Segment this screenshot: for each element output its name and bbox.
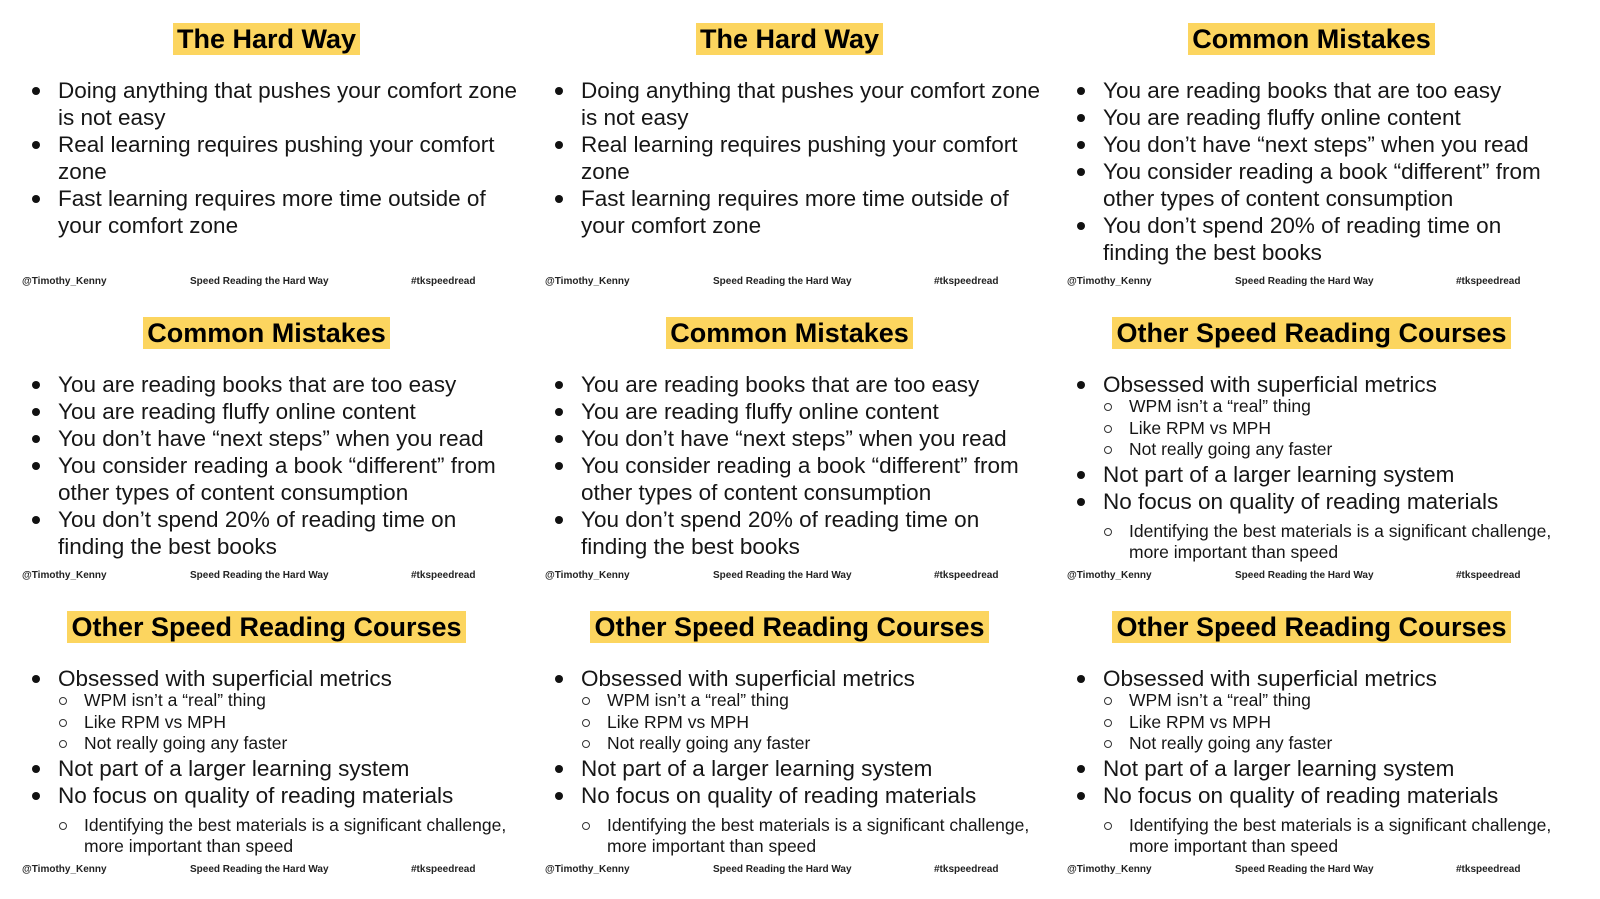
hollow-bullet-icon xyxy=(582,719,590,727)
bullet-item xyxy=(553,131,1042,185)
bullet-text: Not part of a larger learning system xyxy=(581,755,933,781)
sub-bullet-item xyxy=(1075,521,1564,564)
slide-title-highlight: The Hard Way xyxy=(173,23,360,55)
bullet-text: Not part of a larger learning system xyxy=(1103,755,1455,781)
bullet-item xyxy=(553,452,1042,506)
bullet-icon xyxy=(32,408,40,416)
bullet-text: No focus on quality of reading materials xyxy=(1103,782,1499,808)
slide-content xyxy=(553,371,1042,560)
hollow-bullet-icon xyxy=(59,697,67,705)
slide-title xyxy=(1045,316,1578,355)
bullet-icon xyxy=(555,381,563,389)
slide-title-highlight: Other Speed Reading Courses xyxy=(67,611,465,643)
bullet-item xyxy=(30,371,519,398)
footer-title: Speed Reading the Hard Way xyxy=(190,570,329,581)
bullet-icon xyxy=(1077,498,1085,506)
footer-title: Speed Reading the Hard Way xyxy=(713,276,852,287)
slide-other-courses-1 xyxy=(1045,294,1578,593)
hollow-bullet-icon xyxy=(59,719,67,727)
bullet-icon xyxy=(32,462,40,470)
bullet-icon xyxy=(1077,675,1085,683)
slide-other-courses-4 xyxy=(1045,588,1578,887)
bullet-icon xyxy=(32,435,40,443)
bullet-text: You are reading fluffy online content xyxy=(58,399,416,424)
bullet-item xyxy=(553,782,1042,809)
hollow-bullet-icon xyxy=(59,822,67,830)
footer-hashtag: #tkspeedread xyxy=(934,570,999,581)
sub-bullet-text: Identifying the best materials is a significant challenge, more important than speed xyxy=(1129,520,1552,562)
footer-title: Speed Reading the Hard Way xyxy=(1235,570,1374,581)
sub-bullet-item xyxy=(1075,418,1564,440)
bullet-text: You are reading fluffy online content xyxy=(1103,105,1461,130)
sub-bullet-text: WPM isn’t a “real” thing xyxy=(1129,396,1311,416)
sub-bullet-item xyxy=(1075,396,1564,418)
footer-hashtag: #tkspeedread xyxy=(1456,570,1521,581)
bullet-item xyxy=(553,425,1042,452)
bullet-icon xyxy=(1077,87,1085,95)
bullet-icon xyxy=(555,195,563,203)
sub-bullet-item xyxy=(1075,690,1564,712)
bullet-text: Doing anything that pushes your comfort zone is not easy xyxy=(58,78,518,130)
footer-handle: @Timothy_Kenny xyxy=(22,276,107,287)
bullet-item xyxy=(1075,488,1564,515)
slide-hard-way-1 xyxy=(0,0,533,299)
hollow-bullet-icon xyxy=(59,740,67,748)
bullet-text: Not part of a larger learning system xyxy=(1103,461,1455,487)
bullet-text: Doing anything that pushes your comfort zone is not easy xyxy=(581,78,1041,130)
slide-footer xyxy=(523,864,1056,878)
bullet-item xyxy=(30,665,519,692)
bullet-text: No focus on quality of reading materials xyxy=(1103,488,1499,514)
sub-bullet-text: Identifying the best materials is a significant challenge, more important than speed xyxy=(607,814,1030,856)
sub-bullet-text: WPM isn’t a “real” thing xyxy=(1129,690,1311,710)
footer-title: Speed Reading the Hard Way xyxy=(713,570,852,581)
bullet-text: You don’t have “next steps” when you read xyxy=(1103,132,1529,157)
sub-bullet-text: Identifying the best materials is a significant challenge, more important than speed xyxy=(84,814,507,856)
bullet-item xyxy=(30,77,519,131)
footer-handle: @Timothy_Kenny xyxy=(22,864,107,875)
bullet-icon xyxy=(1077,114,1085,122)
bullet-text: Real learning requires pushing your comfort zone xyxy=(58,132,495,184)
footer-handle: @Timothy_Kenny xyxy=(22,570,107,581)
bullet-item xyxy=(1075,755,1564,782)
footer-hashtag: #tkspeedread xyxy=(934,276,999,287)
sub-bullet-text: WPM isn’t a “real” thing xyxy=(607,690,789,710)
bullet-text: Fast learning requires more time outside of your comfort zone xyxy=(58,186,486,238)
bullet-text: You are reading books that are too easy xyxy=(58,372,457,397)
bullet-item xyxy=(30,452,519,506)
slide-content xyxy=(30,665,519,860)
footer-hashtag: #tkspeedread xyxy=(411,864,476,875)
bullet-icon xyxy=(1077,765,1085,773)
bullet-text: Obsessed with superficial metrics xyxy=(58,666,392,691)
footer-handle: @Timothy_Kenny xyxy=(1067,276,1152,287)
sub-bullet-text: Not really going any faster xyxy=(84,733,288,753)
bullet-text: Real learning requires pushing your comfort zone xyxy=(581,132,1018,184)
bullet-item xyxy=(30,185,519,239)
bullet-item xyxy=(1075,461,1564,488)
slide-common-mistakes-1 xyxy=(1045,0,1578,299)
slide-title xyxy=(523,22,1056,61)
bullet-text: Obsessed with superficial metrics xyxy=(1103,372,1437,397)
hollow-bullet-icon xyxy=(1104,822,1112,830)
slide-other-courses-3 xyxy=(523,588,1056,887)
footer-title: Speed Reading the Hard Way xyxy=(713,864,852,875)
bullet-text: Fast learning requires more time outside of your comfort zone xyxy=(581,186,1009,238)
bullet-item xyxy=(553,185,1042,239)
slide-footer xyxy=(523,570,1056,584)
bullet-item xyxy=(30,782,519,809)
slide-title xyxy=(523,610,1056,649)
sub-bullet-item xyxy=(30,733,519,755)
hollow-bullet-icon xyxy=(1104,403,1112,411)
bullet-icon xyxy=(32,516,40,524)
hollow-bullet-icon xyxy=(1104,719,1112,727)
slide-footer xyxy=(523,276,1056,290)
bullet-text: No focus on quality of reading materials xyxy=(581,782,977,808)
bullet-item xyxy=(30,131,519,185)
footer-hashtag: #tkspeedread xyxy=(934,864,999,875)
sub-bullet-item xyxy=(1075,439,1564,461)
slide-content xyxy=(30,77,519,239)
slide-common-mistakes-3 xyxy=(523,294,1056,593)
sub-bullet-text: Like RPM vs MPH xyxy=(1129,417,1271,438)
slide-footer xyxy=(0,570,533,584)
slide-footer xyxy=(1045,570,1578,584)
bullet-text: You don’t spend 20% of reading time on finding the best books xyxy=(581,507,980,559)
bullet-icon xyxy=(1077,168,1085,176)
bullet-item xyxy=(1075,131,1564,158)
footer-title: Speed Reading the Hard Way xyxy=(190,864,329,875)
bullet-icon xyxy=(32,141,40,149)
bullet-item xyxy=(553,755,1042,782)
bullet-text: No focus on quality of reading materials xyxy=(58,782,454,808)
sub-bullet-text: Like RPM vs MPH xyxy=(1129,711,1271,732)
sub-bullet-item xyxy=(1075,733,1564,755)
bullet-item xyxy=(1075,782,1564,809)
bullet-icon xyxy=(1077,792,1085,800)
bullet-item xyxy=(553,77,1042,131)
bullet-icon xyxy=(32,381,40,389)
bullet-text: You consider reading a book “different” from other types of content consumption xyxy=(581,453,1019,505)
bullet-item xyxy=(1075,77,1564,104)
bullet-icon xyxy=(32,195,40,203)
slide-title-highlight: Other Speed Reading Courses xyxy=(590,611,988,643)
hollow-bullet-icon xyxy=(582,822,590,830)
bullet-icon xyxy=(32,675,40,683)
bullet-icon xyxy=(555,675,563,683)
sub-bullet-item xyxy=(553,712,1042,734)
bullet-item xyxy=(1075,104,1564,131)
sub-bullet-text: Like RPM vs MPH xyxy=(84,711,226,732)
slide-title-highlight: Common Mistakes xyxy=(143,317,390,349)
slide-hard-way-2 xyxy=(523,0,1056,299)
slide-content xyxy=(553,77,1042,239)
bullet-item xyxy=(1075,371,1564,398)
bullet-icon xyxy=(555,516,563,524)
sub-bullet-item xyxy=(553,733,1042,755)
slide-title xyxy=(0,610,533,649)
bullet-item xyxy=(30,755,519,782)
hollow-bullet-icon xyxy=(582,740,590,748)
slide-title xyxy=(1045,22,1578,61)
sub-bullet-text: Not really going any faster xyxy=(1129,439,1333,459)
sub-bullet-text: Not really going any faster xyxy=(607,733,811,753)
footer-handle: @Timothy_Kenny xyxy=(545,570,630,581)
bullet-text: You consider reading a book “different” from other types of content consumption xyxy=(1103,159,1541,211)
slide-title xyxy=(0,316,533,355)
slide-title-highlight: Other Speed Reading Courses xyxy=(1112,317,1510,349)
sub-bullet-item xyxy=(30,690,519,712)
bullet-text: Obsessed with superficial metrics xyxy=(1103,666,1437,691)
bullet-item xyxy=(553,398,1042,425)
sub-bullet-item xyxy=(1075,815,1564,858)
sub-bullet-text: WPM isn’t a “real” thing xyxy=(84,690,266,710)
bullet-text: You consider reading a book “different” from other types of content consumption xyxy=(58,453,496,505)
bullet-text: You are reading fluffy online content xyxy=(581,399,939,424)
bullet-text: Not part of a larger learning system xyxy=(58,755,410,781)
sub-bullet-item xyxy=(1075,712,1564,734)
footer-hashtag: #tkspeedread xyxy=(411,570,476,581)
bullet-icon xyxy=(555,408,563,416)
slide-title xyxy=(1045,610,1578,649)
hollow-bullet-icon xyxy=(1104,425,1112,433)
bullet-text: Obsessed with superficial metrics xyxy=(581,666,915,691)
bullet-item xyxy=(30,425,519,452)
footer-title: Speed Reading the Hard Way xyxy=(1235,864,1374,875)
bullet-icon xyxy=(1077,471,1085,479)
hollow-bullet-icon xyxy=(1104,697,1112,705)
bullet-icon xyxy=(32,87,40,95)
slide-title xyxy=(523,316,1056,355)
bullet-text: You are reading books that are too easy xyxy=(1103,78,1502,103)
bullet-text: You don’t have “next steps” when you read xyxy=(581,426,1007,451)
slide-other-courses-2 xyxy=(0,588,533,887)
sub-bullet-item xyxy=(553,815,1042,858)
slide-footer xyxy=(1045,276,1578,290)
slide-title-highlight: Other Speed Reading Courses xyxy=(1112,611,1510,643)
slide-content xyxy=(1075,371,1564,566)
slide-content xyxy=(1075,77,1564,266)
sub-bullet-item xyxy=(553,690,1042,712)
footer-handle: @Timothy_Kenny xyxy=(1067,570,1152,581)
bullet-item xyxy=(1075,665,1564,692)
bullet-icon xyxy=(32,792,40,800)
footer-hashtag: #tkspeedread xyxy=(1456,276,1521,287)
sub-bullet-text: Like RPM vs MPH xyxy=(607,711,749,732)
bullet-icon xyxy=(1077,381,1085,389)
bullet-icon xyxy=(555,792,563,800)
hollow-bullet-icon xyxy=(1104,528,1112,536)
slide-title xyxy=(0,22,533,61)
bullet-text: You are reading books that are too easy xyxy=(581,372,980,397)
bullet-item xyxy=(30,506,519,560)
bullet-text: You don’t spend 20% of reading time on finding the best books xyxy=(1103,213,1502,265)
slide-title-highlight: The Hard Way xyxy=(696,23,883,55)
slide-footer xyxy=(0,864,533,878)
footer-handle: @Timothy_Kenny xyxy=(1067,864,1152,875)
bullet-item xyxy=(553,665,1042,692)
sub-bullet-item xyxy=(30,815,519,858)
bullet-icon xyxy=(555,462,563,470)
slide-content xyxy=(30,371,519,560)
hollow-bullet-icon xyxy=(1104,446,1112,454)
hollow-bullet-icon xyxy=(1104,740,1112,748)
bullet-icon xyxy=(1077,141,1085,149)
footer-hashtag: #tkspeedread xyxy=(411,276,476,287)
hollow-bullet-icon xyxy=(582,697,590,705)
slide-title-highlight: Common Mistakes xyxy=(1188,23,1435,55)
sub-bullet-item xyxy=(30,712,519,734)
slide-content xyxy=(553,665,1042,860)
slide-footer xyxy=(0,276,533,290)
slide-common-mistakes-2 xyxy=(0,294,533,593)
sub-bullet-text: Identifying the best materials is a significant challenge, more important than speed xyxy=(1129,814,1552,856)
sub-bullet-text: Not really going any faster xyxy=(1129,733,1333,753)
bullet-item xyxy=(553,506,1042,560)
bullet-icon xyxy=(1077,222,1085,230)
bullet-item xyxy=(553,371,1042,398)
bullet-text: You don’t have “next steps” when you read xyxy=(58,426,484,451)
footer-hashtag: #tkspeedread xyxy=(1456,864,1521,875)
footer-title: Speed Reading the Hard Way xyxy=(190,276,329,287)
footer-handle: @Timothy_Kenny xyxy=(545,276,630,287)
bullet-text: You don’t spend 20% of reading time on finding the best books xyxy=(58,507,457,559)
footer-title: Speed Reading the Hard Way xyxy=(1235,276,1374,287)
bullet-icon xyxy=(555,765,563,773)
bullet-icon xyxy=(555,435,563,443)
slide-content xyxy=(1075,665,1564,860)
bullet-icon xyxy=(32,765,40,773)
bullet-item xyxy=(1075,158,1564,212)
slide-title-highlight: Common Mistakes xyxy=(666,317,913,349)
bullet-item xyxy=(1075,212,1564,266)
bullet-item xyxy=(30,398,519,425)
slide-footer xyxy=(1045,864,1578,878)
bullet-icon xyxy=(555,141,563,149)
footer-handle: @Timothy_Kenny xyxy=(545,864,630,875)
bullet-icon xyxy=(555,87,563,95)
